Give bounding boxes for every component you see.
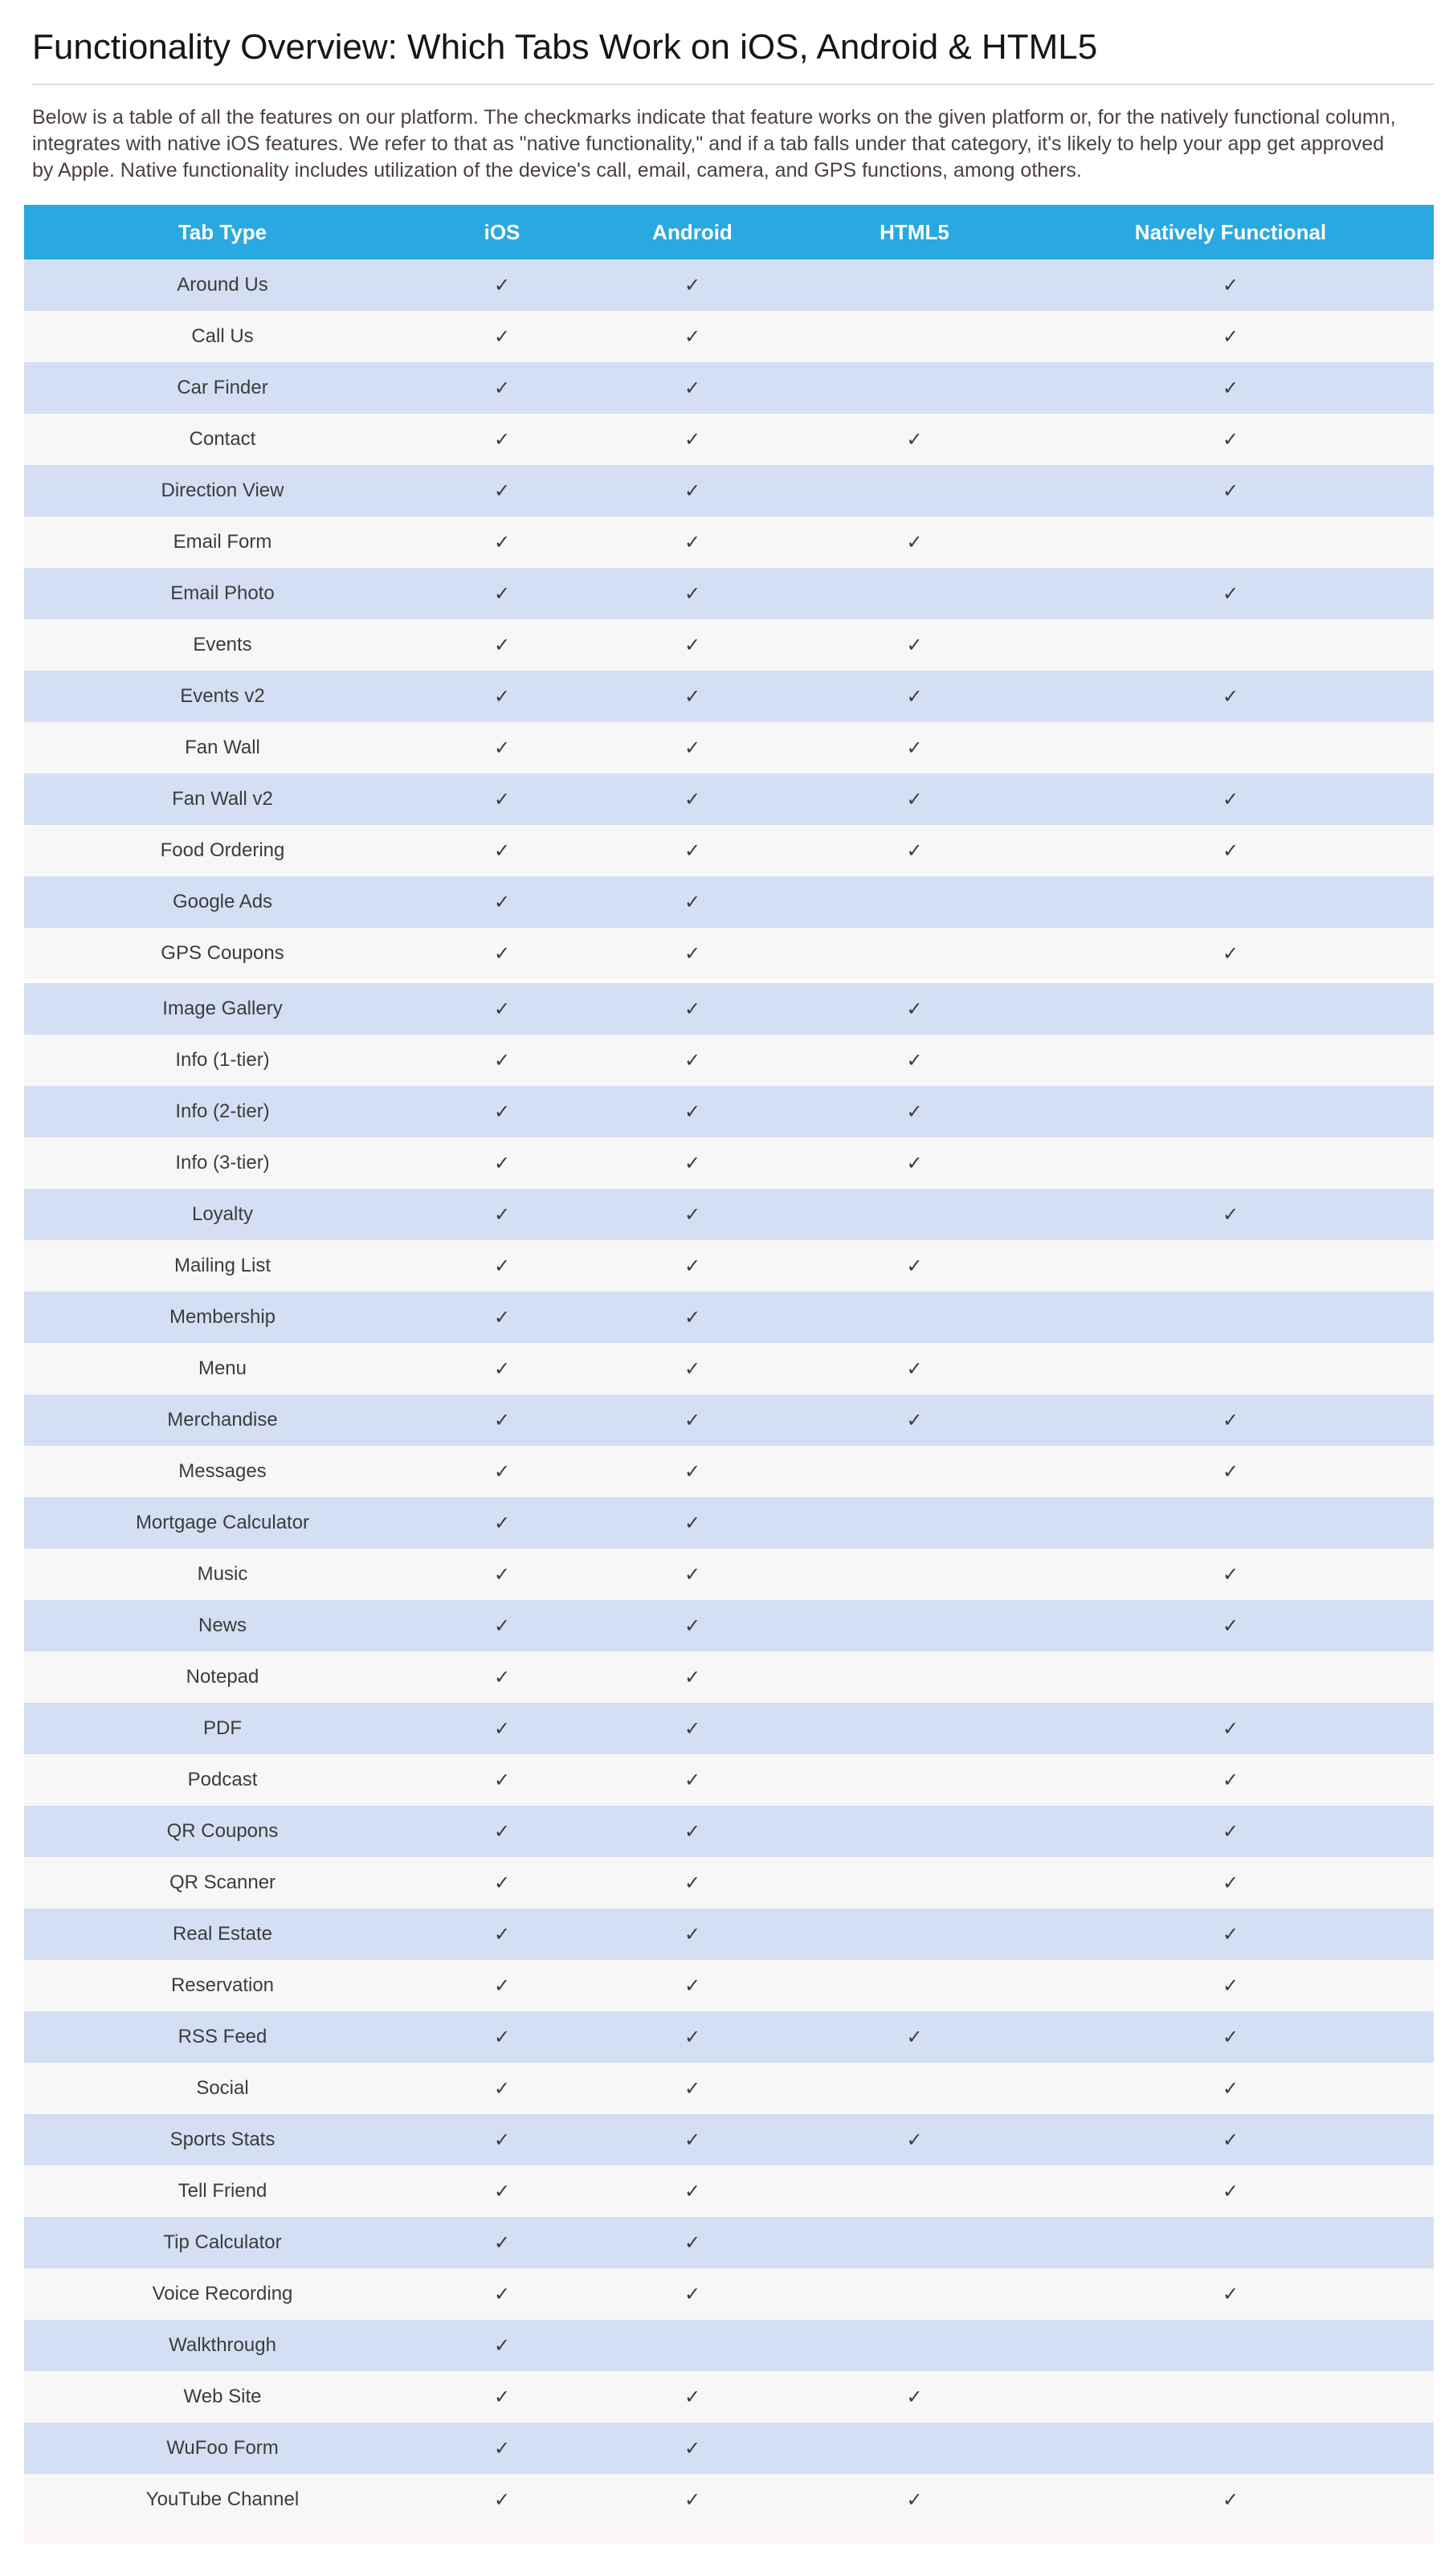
- feature-name-cell: Google Ads: [24, 876, 421, 928]
- native-check-cell: [1027, 2320, 1434, 2371]
- android-check-icon: ✓: [583, 311, 802, 362]
- feature-name-cell: Contact: [24, 414, 421, 465]
- feature-name-cell: Web Site: [24, 2371, 421, 2423]
- android-check-icon: ✓: [583, 1343, 802, 1394]
- feature-name-cell: GPS Coupons: [24, 928, 421, 982]
- table-row: [24, 722, 1434, 774]
- ios-check-icon: ✓: [421, 1703, 583, 1754]
- native-check-icon: ✓: [1027, 414, 1434, 465]
- table-row: [24, 825, 1434, 876]
- html5-check-icon: ✓: [802, 2011, 1027, 2063]
- feature-name-cell: WuFoo Form: [24, 2423, 421, 2474]
- native-check-icon: ✓: [1027, 1703, 1434, 1754]
- table-row: [24, 1343, 1434, 1394]
- table-row: [24, 1394, 1434, 1446]
- table-row: [24, 1035, 1434, 1086]
- page-container: [0, 27, 1453, 2576]
- android-check-icon: ✓: [583, 1086, 802, 1137]
- html5-check-cell: [802, 876, 1027, 928]
- html5-check-cell: [802, 2217, 1027, 2268]
- html5-check-cell: [802, 1703, 1027, 1754]
- table-row: [24, 1857, 1434, 1909]
- html5-check-cell: [802, 928, 1027, 982]
- html5-check-cell: [802, 1651, 1027, 1703]
- native-check-icon: ✓: [1027, 1600, 1434, 1651]
- native-check-icon: ✓: [1027, 1960, 1434, 2011]
- html5-check-cell: [802, 1549, 1027, 1600]
- table-row: [24, 1806, 1434, 1857]
- feature-name-cell: Image Gallery: [24, 982, 421, 1035]
- table-row: [24, 568, 1434, 619]
- android-check-icon: ✓: [583, 1651, 802, 1703]
- feature-name-cell: Fan Wall: [24, 722, 421, 774]
- table-row: [24, 259, 1434, 311]
- table-row: [24, 2474, 1434, 2525]
- ios-check-icon: ✓: [421, 1909, 583, 1960]
- feature-name-cell: Social: [24, 2063, 421, 2114]
- table-footer-strip: [24, 2525, 1434, 2544]
- android-check-icon: ✓: [583, 876, 802, 928]
- native-check-icon: ✓: [1027, 2063, 1434, 2114]
- table-row: [24, 2114, 1434, 2166]
- feature-name-cell: Sports Stats: [24, 2114, 421, 2166]
- html5-check-cell: [802, 1292, 1027, 1343]
- table-row: [24, 2011, 1434, 2063]
- table-row: [24, 2320, 1434, 2371]
- android-check-icon: ✓: [583, 2011, 802, 2063]
- html5-check-icon: ✓: [802, 1086, 1027, 1137]
- native-check-icon: ✓: [1027, 2011, 1434, 2063]
- native-check-icon: ✓: [1027, 825, 1434, 876]
- table-row: [24, 671, 1434, 722]
- table-row: [24, 414, 1434, 465]
- feature-table-body: [24, 259, 1434, 2525]
- native-check-cell: [1027, 1240, 1434, 1292]
- table-row: [24, 1189, 1434, 1240]
- intro-paragraph: Below is a table of all the features on our platform. The checkmarks indicate that feature works on the given platform or, for the natively functional column, integrates with native iOS features. We refer to that as "native functionality," and if a tab falls under that category, it's likely to help your app get approved by Apple. Native functionality includes utilization of the device's call, email, camera, and GPS functions, among others.: [32, 106, 1396, 182]
- table-row: [24, 1909, 1434, 1960]
- android-check-icon: ✓: [583, 1240, 802, 1292]
- feature-name-cell: Tip Calculator: [24, 2217, 421, 2268]
- table-row: [24, 1651, 1434, 1703]
- native-check-icon: ✓: [1027, 1857, 1434, 1909]
- android-check-icon: ✓: [583, 2063, 802, 2114]
- android-check-icon: ✓: [583, 1857, 802, 1909]
- native-check-icon: ✓: [1027, 1754, 1434, 1806]
- html5-check-icon: ✓: [802, 1035, 1027, 1086]
- ios-check-icon: ✓: [421, 568, 583, 619]
- html5-check-cell: [802, 362, 1027, 414]
- table-row: [24, 619, 1434, 671]
- ios-check-icon: ✓: [421, 2423, 583, 2474]
- android-check-icon: ✓: [583, 928, 802, 982]
- table-row: [24, 1960, 1434, 2011]
- android-check-icon: ✓: [583, 1394, 802, 1446]
- table-row: [24, 2063, 1434, 2114]
- ios-check-icon: ✓: [421, 2474, 583, 2525]
- android-check-icon: ✓: [583, 568, 802, 619]
- native-check-icon: ✓: [1027, 2268, 1434, 2320]
- table-row: [24, 2166, 1434, 2217]
- ios-check-icon: ✓: [421, 2217, 583, 2268]
- native-check-cell: [1027, 1651, 1434, 1703]
- android-check-icon: ✓: [583, 465, 802, 516]
- android-check-icon: ✓: [583, 362, 802, 414]
- column-header-html5: HTML5: [802, 205, 1027, 259]
- feature-name-cell: Membership: [24, 1292, 421, 1343]
- native-check-icon: ✓: [1027, 774, 1434, 825]
- ios-check-icon: ✓: [421, 876, 583, 928]
- android-check-icon: ✓: [583, 774, 802, 825]
- ios-check-icon: ✓: [421, 1806, 583, 1857]
- feature-name-cell: QR Scanner: [24, 1857, 421, 1909]
- html5-check-cell: [802, 2268, 1027, 2320]
- table-row: [24, 1292, 1434, 1343]
- html5-check-cell: [802, 1857, 1027, 1909]
- html5-check-icon: ✓: [802, 2371, 1027, 2423]
- ios-check-icon: ✓: [421, 1189, 583, 1240]
- ios-check-icon: ✓: [421, 2320, 583, 2371]
- column-header-android: Android: [583, 205, 802, 259]
- native-check-icon: ✓: [1027, 2114, 1434, 2166]
- table-row: [24, 2217, 1434, 2268]
- android-check-icon: ✓: [583, 1806, 802, 1857]
- feature-name-cell: Messages: [24, 1446, 421, 1497]
- html5-check-cell: [802, 2320, 1027, 2371]
- ios-check-icon: ✓: [421, 1857, 583, 1909]
- table-row: [24, 2423, 1434, 2474]
- native-check-icon: ✓: [1027, 465, 1434, 516]
- feature-name-cell: Music: [24, 1549, 421, 1600]
- feature-name-cell: Info (1-tier): [24, 1035, 421, 1086]
- html5-check-cell: [802, 465, 1027, 516]
- ios-check-icon: ✓: [421, 2114, 583, 2166]
- html5-check-cell: [802, 1806, 1027, 1857]
- html5-check-icon: ✓: [802, 1137, 1027, 1189]
- native-check-cell: [1027, 1497, 1434, 1549]
- html5-check-icon: ✓: [802, 2114, 1027, 2166]
- feature-name-cell: QR Coupons: [24, 1806, 421, 1857]
- ios-check-icon: ✓: [421, 311, 583, 362]
- table-row: [24, 1446, 1434, 1497]
- android-check-icon: ✓: [583, 1960, 802, 2011]
- feature-name-cell: Merchandise: [24, 1394, 421, 1446]
- native-check-cell: [1027, 2371, 1434, 2423]
- html5-check-cell: [802, 1960, 1027, 2011]
- feature-name-cell: Call Us: [24, 311, 421, 362]
- ios-check-icon: ✓: [421, 1600, 583, 1651]
- android-check-icon: ✓: [583, 1189, 802, 1240]
- feature-table: [24, 205, 1434, 2525]
- table-row: [24, 1703, 1434, 1754]
- ios-check-icon: ✓: [421, 1754, 583, 1806]
- column-header-ios: iOS: [421, 205, 583, 259]
- ios-check-icon: ✓: [421, 465, 583, 516]
- ios-check-icon: ✓: [421, 1137, 583, 1189]
- ios-check-icon: ✓: [421, 516, 583, 568]
- ios-check-icon: ✓: [421, 1086, 583, 1137]
- feature-name-cell: Around Us: [24, 259, 421, 311]
- android-check-icon: ✓: [583, 671, 802, 722]
- native-check-icon: ✓: [1027, 1909, 1434, 1960]
- ios-check-icon: ✓: [421, 1960, 583, 2011]
- table-row: [24, 876, 1434, 928]
- feature-name-cell: Voice Recording: [24, 2268, 421, 2320]
- ios-check-icon: ✓: [421, 1446, 583, 1497]
- html5-check-icon: ✓: [802, 825, 1027, 876]
- feature-name-cell: Email Form: [24, 516, 421, 568]
- android-check-cell: [583, 2320, 802, 2371]
- android-check-icon: ✓: [583, 2371, 802, 2423]
- table-row: [24, 311, 1434, 362]
- ios-check-icon: ✓: [421, 362, 583, 414]
- feature-name-cell: Podcast: [24, 1754, 421, 1806]
- html5-check-cell: [802, 259, 1027, 311]
- feature-name-cell: Loyalty: [24, 1189, 421, 1240]
- android-check-icon: ✓: [583, 722, 802, 774]
- feature-name-cell: Notepad: [24, 1651, 421, 1703]
- table-row: [24, 2268, 1434, 2320]
- android-check-icon: ✓: [583, 2217, 802, 2268]
- android-check-icon: ✓: [583, 2166, 802, 2217]
- html5-check-cell: [802, 311, 1027, 362]
- feature-name-cell: Events v2: [24, 671, 421, 722]
- ios-check-icon: ✓: [421, 982, 583, 1035]
- ios-check-icon: ✓: [421, 1292, 583, 1343]
- android-check-icon: ✓: [583, 1909, 802, 1960]
- html5-check-icon: ✓: [802, 1394, 1027, 1446]
- android-check-icon: ✓: [583, 1754, 802, 1806]
- ios-check-icon: ✓: [421, 1549, 583, 1600]
- native-check-icon: ✓: [1027, 1394, 1434, 1446]
- ios-check-icon: ✓: [421, 1035, 583, 1086]
- ios-check-icon: ✓: [421, 414, 583, 465]
- table-row: [24, 1600, 1434, 1651]
- feature-name-cell: Food Ordering: [24, 825, 421, 876]
- feature-name-cell: Events: [24, 619, 421, 671]
- ios-check-icon: ✓: [421, 1240, 583, 1292]
- native-check-icon: ✓: [1027, 259, 1434, 311]
- native-check-cell: [1027, 1086, 1434, 1137]
- feature-name-cell: PDF: [24, 1703, 421, 1754]
- title-divider: [32, 84, 1434, 85]
- android-check-icon: ✓: [583, 1292, 802, 1343]
- header-row: [24, 205, 1434, 259]
- native-check-icon: ✓: [1027, 928, 1434, 982]
- native-check-cell: [1027, 619, 1434, 671]
- column-header-tab-type: Tab Type: [24, 205, 421, 259]
- table-row: [24, 362, 1434, 414]
- table-row: [24, 1137, 1434, 1189]
- table-row: [24, 2371, 1434, 2423]
- android-check-icon: ✓: [583, 825, 802, 876]
- html5-check-icon: ✓: [802, 1343, 1027, 1394]
- ios-check-icon: ✓: [421, 1651, 583, 1703]
- feature-name-cell: Info (2-tier): [24, 1086, 421, 1137]
- android-check-icon: ✓: [583, 1446, 802, 1497]
- html5-check-icon: ✓: [802, 671, 1027, 722]
- html5-check-cell: [802, 1189, 1027, 1240]
- native-check-icon: ✓: [1027, 568, 1434, 619]
- html5-check-cell: [802, 1909, 1027, 1960]
- ios-check-icon: ✓: [421, 928, 583, 982]
- android-check-icon: ✓: [583, 2423, 802, 2474]
- html5-check-icon: ✓: [802, 414, 1027, 465]
- html5-check-icon: ✓: [802, 722, 1027, 774]
- native-check-icon: ✓: [1027, 671, 1434, 722]
- html5-check-icon: ✓: [802, 516, 1027, 568]
- feature-name-cell: Direction View: [24, 465, 421, 516]
- html5-check-icon: ✓: [802, 2474, 1027, 2525]
- table-row: [24, 516, 1434, 568]
- android-check-icon: ✓: [583, 2268, 802, 2320]
- html5-check-cell: [802, 1600, 1027, 1651]
- html5-check-icon: ✓: [802, 774, 1027, 825]
- native-check-icon: ✓: [1027, 1446, 1434, 1497]
- ios-check-icon: ✓: [421, 722, 583, 774]
- table-row: [24, 928, 1434, 982]
- native-check-cell: [1027, 722, 1434, 774]
- ios-check-icon: ✓: [421, 2063, 583, 2114]
- column-header-natively-functional: Natively Functional: [1027, 205, 1434, 259]
- android-check-icon: ✓: [583, 2474, 802, 2525]
- native-check-cell: [1027, 1137, 1434, 1189]
- android-check-icon: ✓: [583, 516, 802, 568]
- feature-name-cell: Tell Friend: [24, 2166, 421, 2217]
- table-header: [24, 205, 1434, 259]
- android-check-icon: ✓: [583, 2114, 802, 2166]
- table-row: [24, 1240, 1434, 1292]
- html5-check-cell: [802, 1497, 1027, 1549]
- native-check-icon: ✓: [1027, 2474, 1434, 2525]
- native-check-cell: [1027, 876, 1434, 928]
- android-check-icon: ✓: [583, 619, 802, 671]
- native-check-cell: [1027, 1035, 1434, 1086]
- ios-check-icon: ✓: [421, 2011, 583, 2063]
- android-check-icon: ✓: [583, 1137, 802, 1189]
- android-check-icon: ✓: [583, 1600, 802, 1651]
- android-check-icon: ✓: [583, 259, 802, 311]
- native-check-icon: ✓: [1027, 1806, 1434, 1857]
- android-check-icon: ✓: [583, 1549, 802, 1600]
- native-check-icon: ✓: [1027, 2166, 1434, 2217]
- native-check-icon: ✓: [1027, 1189, 1434, 1240]
- html5-check-cell: [802, 2423, 1027, 2474]
- ios-check-icon: ✓: [421, 774, 583, 825]
- feature-name-cell: YouTube Channel: [24, 2474, 421, 2525]
- html5-check-icon: ✓: [802, 1240, 1027, 1292]
- html5-check-icon: ✓: [802, 982, 1027, 1035]
- feature-name-cell: Reservation: [24, 1960, 421, 2011]
- native-check-cell: [1027, 2217, 1434, 2268]
- table-row: [24, 1549, 1434, 1600]
- feature-name-cell: Menu: [24, 1343, 421, 1394]
- android-check-icon: ✓: [583, 982, 802, 1035]
- page-title: Functionality Overview: Which Tabs Work on iOS, Android & HTML5: [32, 27, 1098, 67]
- ios-check-icon: ✓: [421, 619, 583, 671]
- native-check-cell: [1027, 516, 1434, 568]
- feature-name-cell: RSS Feed: [24, 2011, 421, 2063]
- html5-check-cell: [802, 568, 1027, 619]
- ios-check-icon: ✓: [421, 259, 583, 311]
- feature-name-cell: Car Finder: [24, 362, 421, 414]
- ios-check-icon: ✓: [421, 2166, 583, 2217]
- table-row: [24, 982, 1434, 1035]
- feature-name-cell: Mortgage Calculator: [24, 1497, 421, 1549]
- android-check-icon: ✓: [583, 414, 802, 465]
- android-check-icon: ✓: [583, 1703, 802, 1754]
- native-check-icon: ✓: [1027, 311, 1434, 362]
- html5-check-cell: [802, 1446, 1027, 1497]
- feature-name-cell: Email Photo: [24, 568, 421, 619]
- native-check-cell: [1027, 2423, 1434, 2474]
- html5-check-cell: [802, 2166, 1027, 2217]
- table-row: [24, 1086, 1434, 1137]
- ios-check-icon: ✓: [421, 825, 583, 876]
- native-check-cell: [1027, 1343, 1434, 1394]
- feature-name-cell: Info (3-tier): [24, 1137, 421, 1189]
- feature-name-cell: Walkthrough: [24, 2320, 421, 2371]
- html5-check-cell: [802, 2063, 1027, 2114]
- html5-check-icon: ✓: [802, 619, 1027, 671]
- table-row: [24, 1754, 1434, 1806]
- native-check-icon: ✓: [1027, 1549, 1434, 1600]
- ios-check-icon: ✓: [421, 671, 583, 722]
- ios-check-icon: ✓: [421, 1394, 583, 1446]
- native-check-cell: [1027, 982, 1434, 1035]
- table-row: [24, 465, 1434, 516]
- ios-check-icon: ✓: [421, 2268, 583, 2320]
- html5-check-cell: [802, 1754, 1027, 1806]
- native-check-cell: [1027, 1292, 1434, 1343]
- table-row: [24, 1497, 1434, 1549]
- feature-name-cell: Real Estate: [24, 1909, 421, 1960]
- android-check-icon: ✓: [583, 1035, 802, 1086]
- feature-name-cell: Fan Wall v2: [24, 774, 421, 825]
- ios-check-icon: ✓: [421, 1497, 583, 1549]
- feature-name-cell: News: [24, 1600, 421, 1651]
- native-check-icon: ✓: [1027, 362, 1434, 414]
- table-row: [24, 774, 1434, 825]
- ios-check-icon: ✓: [421, 2371, 583, 2423]
- ios-check-icon: ✓: [421, 1343, 583, 1394]
- android-check-icon: ✓: [583, 1497, 802, 1549]
- feature-name-cell: Mailing List: [24, 1240, 421, 1292]
